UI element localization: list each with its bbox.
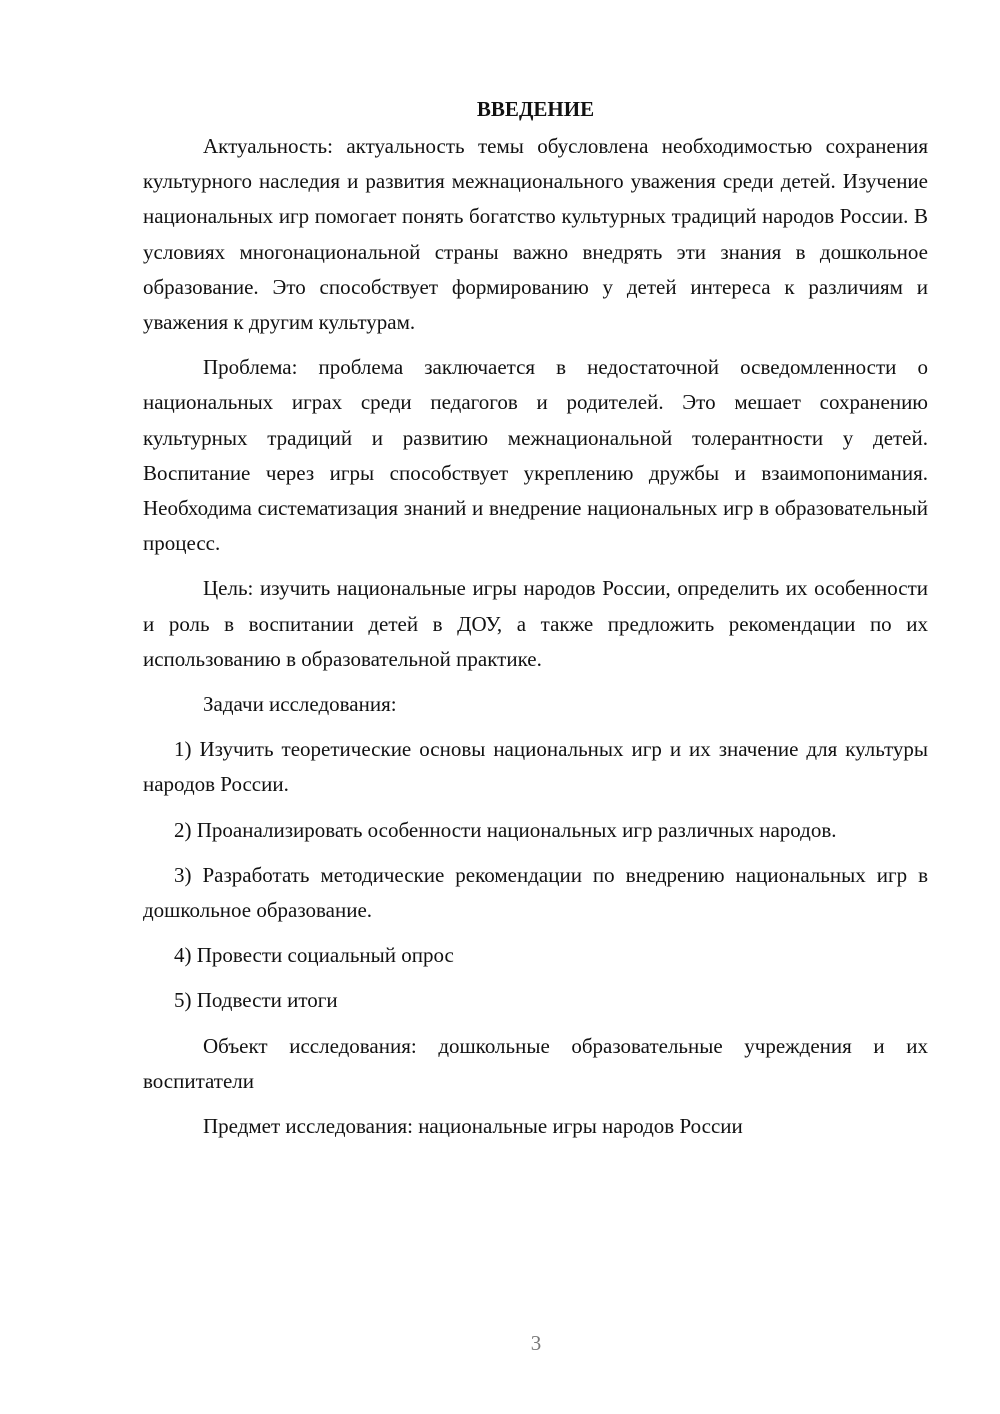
paragraph-research-object: Объект исследования: дошкольные образовательные учреждения и их воспитатели (143, 1033, 928, 1093)
task-item-1: 1) Изучить теоретические основы национальных игр и их значение для культуры народов России. (143, 737, 928, 797)
paragraph-relevance: Актуальность: актуальность темы обусловлена необходимостью сохранения культурного наследия и развития межнационального уважения среди детей. Изучение национальных игр помогает понять богатство культурных традиций народов России. В условиях многонациональной страны важно внедрять эти знания в дошкольное образование. Это способствует формированию у детей интереса к различиям и уважения к другим культурам. (143, 134, 928, 335)
section-title: ВВЕДЕНИЕ (476, 97, 595, 121)
task-item-3: 3) Разработать методические рекомендации по внедрению национальных игр в дошкольное образование. (143, 862, 928, 923)
paragraph-research-subject: Предмет исследования: национальные игры народов России (203, 1114, 743, 1139)
task-item-4: 4) Провести социальный опрос (174, 943, 454, 968)
paragraph-goal: Цель: изучить национальные игры народов России, определить их особенности и роль в воспитании детей в ДОУ, а также предложить рекомендации по их использованию в образовательной практике. (143, 576, 928, 671)
paragraph-problem: Проблема: проблема заключается в недостаточной осведомленности о национальных играх среди педагогов и родителей. Это мешает сохранению культурных традиций и развитию межнациональной толерантности у детей. Воспитание через игры способствует укреплению дружбы и взаимопонимания. Необходима систематизация знаний и внедрение национальных игр в образовательный процесс. (143, 355, 928, 556)
paragraph-tasks-heading: Задачи исследования: (203, 692, 397, 717)
page-number: 3 (530, 1331, 542, 1355)
task-item-5: 5) Подвести итоги (174, 988, 338, 1013)
page-content (143, 90, 928, 1154)
task-item-2: 2) Проанализировать особенности национальных игр различных народов. (174, 817, 837, 842)
